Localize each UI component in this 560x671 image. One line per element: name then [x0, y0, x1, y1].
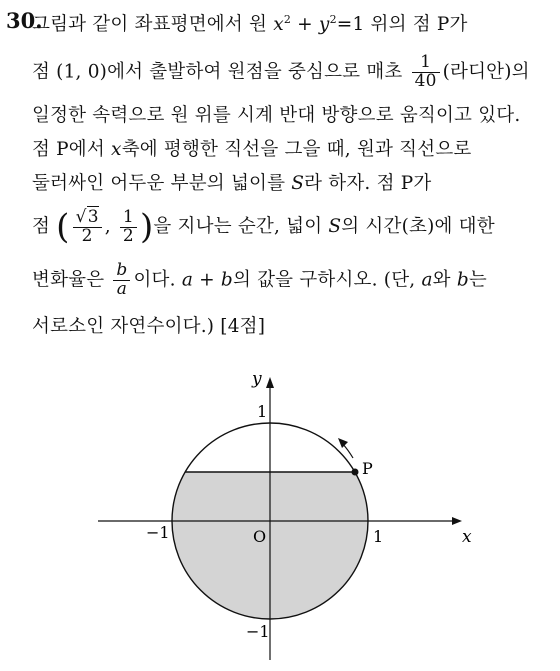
eq-rest: =1 위의 점 P가 [336, 14, 468, 35]
line7a-text: 변화율은 [32, 269, 105, 291]
line-1 [32, 10, 468, 36]
line7-a: a [421, 269, 433, 291]
line3-text: 일정한 속력으로 원 위를 시계 반대 방향으로 움직이고 있다. [32, 105, 521, 126]
line-4 [32, 135, 471, 161]
eq-plus: + [291, 14, 319, 35]
x-axis-label: x [462, 527, 472, 547]
point-x-denominator: 2 [81, 225, 93, 246]
eq-y-sup: 2 [329, 13, 337, 26]
y-axis-arrow [266, 377, 274, 388]
y-tick-1: 1 [257, 402, 268, 421]
line6a-text: 점 [32, 216, 51, 237]
line2b-text: (라디안)의 [442, 61, 530, 83]
speed-numerator: 1 [412, 54, 440, 73]
line-3 [32, 101, 520, 127]
line6c-text: 의 시간(초)에 대한 [341, 216, 495, 237]
point-sep: , [104, 216, 111, 237]
origin-label: O [253, 527, 267, 546]
line1-text: 그림과 같이 좌표평면에서 원 [32, 14, 268, 35]
x-tick-neg1: −1 [146, 523, 170, 542]
y-axis-label: y [252, 369, 262, 389]
line4a-text: 점 P에서 [32, 139, 105, 160]
rate-numerator: b [113, 262, 130, 281]
line4-x: x [111, 139, 122, 160]
point-y-numerator: 1 [120, 209, 137, 228]
line7-sum: a + b [181, 269, 233, 291]
line7b-text: 이다. [133, 269, 176, 291]
line7h-text: 는 [468, 269, 487, 291]
sqrt-radicand: 3 [87, 206, 99, 227]
line5a-text: 둘러싸인 어두운 부분의 넓이를 [32, 173, 286, 194]
rate-fraction [113, 262, 130, 299]
line7-b: b [456, 269, 469, 291]
paren-close: ) [139, 207, 154, 247]
rate-denominator: a [116, 278, 128, 299]
motion-arrowhead [338, 438, 348, 448]
paren-open: ( [56, 207, 70, 247]
line5-S: S [291, 173, 305, 194]
question-number: 30. [6, 8, 43, 33]
y-tick-neg1: −1 [246, 622, 270, 641]
x-axis-arrow [452, 517, 462, 525]
point-y-fraction [120, 206, 137, 246]
circle-diagram [0, 360, 560, 667]
speed-denominator: 40 [414, 70, 437, 91]
line-2 [32, 54, 530, 91]
line6-S: S [328, 216, 342, 237]
x-tick-1: 1 [373, 527, 384, 546]
line4b-text: 축에 평행한 직선을 그을 때, 원과 직선으로 [121, 139, 472, 160]
line7d-text: 의 값을 구하시오. (단, [232, 269, 416, 291]
point-y-denominator: 2 [122, 225, 134, 246]
line7f-text: 와 [432, 269, 451, 291]
eq-y: y [318, 14, 330, 35]
line-5 [32, 169, 431, 195]
line2a-text: 점 (1, 0)에서 출발하여 원점을 중심으로 매초 [32, 61, 403, 83]
point-P [352, 469, 359, 476]
line6b-text: 을 지나는 순간, 넓이 [153, 216, 323, 237]
speed-fraction [412, 54, 440, 91]
line-8 [32, 312, 265, 338]
eq-x-sup: 2 [283, 13, 292, 26]
figure [0, 360, 560, 667]
line8-text: 서로소인 자연수이다.) [4점] [32, 316, 266, 337]
eq-x: x [273, 14, 284, 35]
line-6 [32, 207, 495, 247]
point-x-fraction [73, 206, 102, 246]
point-P-label: P [362, 459, 373, 478]
line5b-text: 라 하자. 점 P가 [304, 173, 432, 194]
line-7 [32, 262, 487, 299]
point-x-numerator: √3 [73, 209, 102, 228]
